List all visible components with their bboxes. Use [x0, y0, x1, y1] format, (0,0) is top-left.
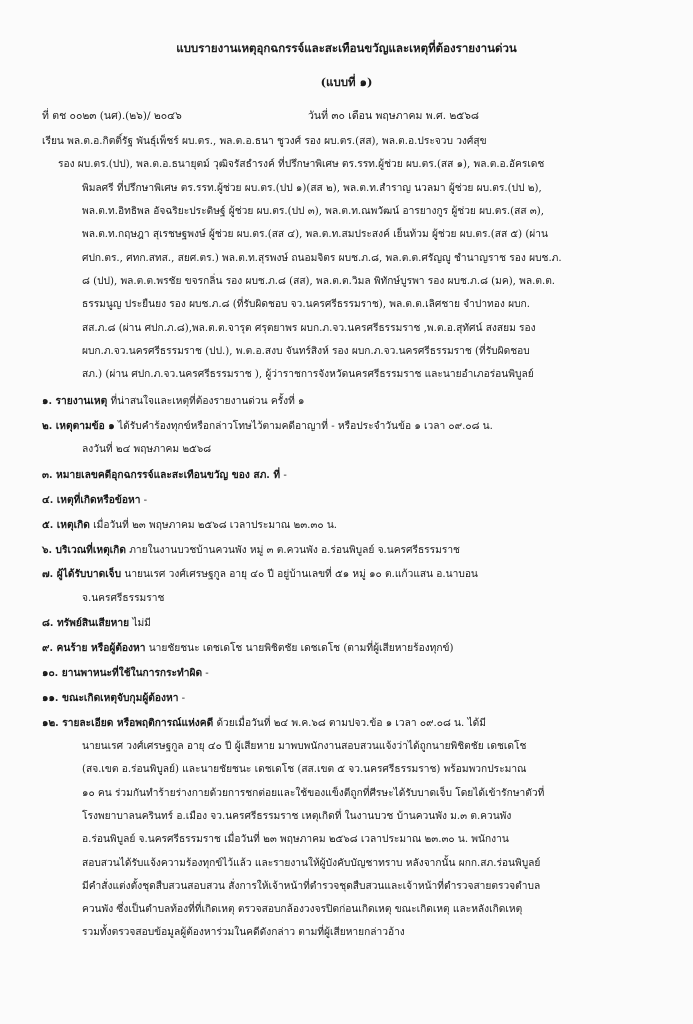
- recipient-line: ธรรมนูญ ประยืนยง รอง ผบช.ภ.๘ (ที่รับผิดชอบ จว.นครศรีธรรมราช), พล.ต.ต.เลิศชาย จำปาทอง ผบก.: [82, 299, 530, 310]
- report-item: [42, 567, 478, 582]
- detail-line: มีคำสั่งแต่งตั้งชุดสืบสวนสอบสวน สั่งการให้เจ้าหน้าที่ตำรวจชุดสืบสวนและเจ้าหน้าที่ตำรวจสายตรวจตำบล: [82, 881, 541, 892]
- recipient-line: สส.ภ.๘ (ผ่าน ศปก.ภ.๘),พล.ต.ต.จารุต ศรุตยาพร ผบก.ภ.จว.นครศรีธรรมราช ,พ.ต.อ.สุทัศน์ สงสยม รอง: [82, 323, 536, 334]
- report-item-label: ๖. บริเวณที่เหตุเกิด: [42, 544, 126, 556]
- recipient-line: รอง ผบ.ตร.(ปป), พล.ต.อ.ธนายุตม์ วุฒิจรัสธำรงค์ ที่ปรึกษาพิเศษ ตร.รรท.ผู้ช่วย ผบ.ตร.(สส ๑), พล.ต.อ.อัครเดช: [58, 159, 545, 170]
- report-item: [42, 666, 209, 681]
- report-item-label: ๑๒. รายละเอียด หรือพฤติการณ์แห่งคดี: [42, 717, 214, 729]
- report-item-value: เมื่อวันที่ ๒๓ พฤษภาคม ๒๕๖๘ เวลาประมาณ ๒๓.๓๐ น.: [89, 520, 338, 531]
- report-item: [82, 442, 211, 457]
- report-item-value: -: [140, 495, 148, 506]
- report-item-label: ๓. หมายเลขคดีอุกฉกรรจ์และสะเทือนขวัญ ของ สภ. ที่: [42, 469, 281, 481]
- report-item-value: -: [178, 693, 186, 704]
- report-item-value: ด้วยเมื่อวันที่ ๒๔ พ.ค.๖๘ ตามปจว.ข้อ ๑ เวลา ๐๙.๐๘ น. ได้มี: [213, 718, 486, 729]
- recipient-line: สภ.) (ผ่าน ศปก.ภ.จว.นครศรีธรรมราช ), ผู้ว่าราชการจังหวัดนครศรีธรรมราช และนายอำเภอร่อนพิบูลย์: [82, 369, 534, 380]
- report-title: แบบรายงานเหตุอุกฉกรรจ์และสะเทือนขวัญและเหตุที่ต้องรายงานด่วน: [176, 41, 517, 55]
- report-item-value: จ.นครศรีธรรมราช: [82, 593, 165, 604]
- report-item-label: ๑๐. ยานพาหนะที่ใช้ในการกระทำผิด: [42, 667, 203, 679]
- report-item-value: ลงวันที่ ๒๔ พฤษภาคม ๒๕๖๘: [82, 444, 212, 455]
- report-item-value: ที่น่าสนใจและเหตุที่ต้องรายงานด่วน ครั้งที่ ๑: [107, 396, 305, 407]
- report-date: วันที่ ๓๐ เดือน พฤษภาคม พ.ศ. ๒๕๖๘: [308, 110, 480, 122]
- report-item-value: ภายในงานบวชบ้านควนพัง หมู่ ๓ ต.ควนพัง อ.ร่อนพิบูลย์ จ.นครศรีธรรมราช: [125, 545, 460, 556]
- report-item: [82, 591, 164, 606]
- recipient-line: ศปก.ตร., ศทก.สทส., สยศ.ตร.) พล.ต.ท.สุรพงษ์ ถนอมจิตร ผบช.ภ.๘, พล.ต.ต.ศรัญญู ชำนาญราช รอง ผบช.ภ.: [82, 253, 562, 264]
- detail-line: ๑๐ คน ร่วมกันทำร้ายร่างกายด้วยการชกต่อยและใช้ของแข็งตีถูกที่ศีรษะได้รับบาดเจ็บ โดยได้เข้ารักษาตัวที่: [82, 788, 545, 799]
- recipient-line: พล.ต.ท.กฤษฎา สุเรชษฐพงษ์ ผู้ช่วย ผบ.ตร.(สส ๔), พล.ต.ท.สมประสงค์ เย็นท้วม ผู้ช่วย ผบ.ตร.(สส ๕) (ผ่าน: [82, 229, 548, 240]
- report-item: [42, 419, 493, 434]
- recipient-line: พิมลศรี ที่ปรึกษาพิเศษ ตร.รรท.ผู้ช่วย ผบ.ตร.(ปป ๑)(สส ๒), พล.ต.ท.สำราญ นวลมา ผู้ช่วย ผบ.ตร.(ปป ๒),: [82, 183, 542, 194]
- report-item-value: นายนเรศ วงศ์เศรษฐกูล อายุ ๔๐ ปี อยู่บ้านเลขที่ ๕๑ หมู่ ๑๐ ต.แก้วแสน อ.นาบอน: [121, 569, 478, 580]
- detail-line: อ.ร่อนพิบูลย์ จ.นครศรีธรรมราช เมื่อวันที่ ๒๓ พฤษภาคม ๒๕๖๘ เวลาประมาณ ๒๓.๓๐ น. พนักงาน: [82, 834, 509, 845]
- report-item: [42, 641, 454, 656]
- report-item: [42, 518, 337, 533]
- report-item: [42, 493, 147, 508]
- reference-number: ที่ ตช ๐๐๒๓ (นศ).(๒๖)/ ๒๐๔๖: [42, 110, 182, 122]
- report-item-value: นายชัยชนะ เดชเดโช นายพิชิตชัย เดชเดโช (ตามที่ผู้เสียหายร้องทุกข์): [145, 643, 454, 654]
- report-item-label: ๗. ผู้ได้รับบาดเจ็บ: [42, 568, 122, 580]
- report-item-value: -: [280, 470, 287, 481]
- recipient-line: พล.ต.ท.อิทธิพล อัจฉริยะประดิษฐ์ ผู้ช่วย ผบ.ตร.(ปป ๓), พล.ต.ท.ณพวัฒน์ อารยางกูร ผู้ช่วย ผบ.ตร.(สส ๓),: [82, 206, 544, 217]
- reference-line: [42, 107, 662, 124]
- report-item-label: ๕. เหตุเกิด: [42, 519, 90, 531]
- report-item: [42, 716, 486, 731]
- report-item-label: ๒. เหตุตามข้อ ๑: [42, 420, 115, 432]
- report-item-value: ได้รับคำร้องทุกข์หรือกล่าวโทษไว้ตามคดีอาญาที่ - หรือประจำวันข้อ ๑ เวลา ๐๙.๐๘ น.: [114, 421, 493, 432]
- recipient-line: เรียน พล.ต.อ.กิตติ์รัฐ พันธุ์เพ็ชร์ ผบ.ตร., พล.ต.อ.ธนา ชูวงศ์ รอง ผบ.ตร.(สส), พล.ต.อ.ประจวบ วงศ์สุข: [42, 136, 487, 147]
- report-item-label: ๘. ทรัพย์สินเสียหาย: [42, 617, 130, 629]
- report-item-value: -: [202, 668, 209, 679]
- report-form-number: (แบบที่ ๑): [320, 75, 373, 89]
- detail-line: รวมทั้งตรวจสอบข้อมูลผู้ต้องหาร่วมในคดีดังกล่าว ตามที่ผู้เสียหายกล่าวอ้าง: [82, 927, 405, 938]
- report-item-label: ๙. คนร้าย หรือผู้ต้องหา: [42, 642, 146, 654]
- report-item: [42, 468, 287, 483]
- report-item-label: ๑. รายงานเหตุ: [42, 395, 108, 407]
- recipient-line: ๘ (ปป), พล.ต.ต.พรชัย ขจรกลิ่น รอง ผบช.ภ.๘ (สส), พล.ต.ต.วิมล พิทักษ์บูรพา รอง ผบช.ภ.๘ (มค), พล.ต.ต.: [82, 276, 556, 287]
- detail-line: นายนเรศ วงศ์เศรษฐกูล อายุ ๔๐ ปี ผู้เสียหาย มาพบพนักงานสอบสวนแจ้งว่าได้ถูกนายพิชิตชัย เดชเดโช: [82, 741, 527, 752]
- report-item-label: ๑๑. ขณะเกิดเหตุจับกุมผู้ต้องหา: [42, 692, 179, 704]
- detail-line: (สจ.เขต อ.ร่อนพิบูลย์) และนายชัยชนะ เดชเดโช (สส.เขต ๕ จว.นครศรีธรรมราช) พร้อมพวกประมาณ: [82, 764, 527, 775]
- report-item: [42, 543, 460, 558]
- report-item-label: ๔. เหตุที่เกิดหรือข้อหา: [42, 494, 141, 506]
- detail-line: โรงพยาบาลนครินทร์ อ.เมือง จว.นครศรีธรรมราช เหตุเกิดที่ ในงานบวช บ้านควนพัง ม.๓ ต.ควนพัง: [82, 811, 512, 822]
- report-item: [42, 691, 185, 706]
- detail-line: สอบสวนได้รับแจ้งความร้องทุกข์ไว้แล้ว และรายงานให้ผู้บังคับบัญชาทราบ หลังจากนั้น ผกก.สภ.ร่อนพิบูลย์: [82, 858, 541, 869]
- report-item-value: ไม่มี: [129, 618, 151, 629]
- recipient-line: ผบก.ภ.จว.นครศรีธรรมราช (ปป.), พ.ต.อ.สงบ จันทร์สิงห์ รอง ผบก.ภ.จว.นครศรีธรรมราช (ที่รับผิดชอบ: [82, 346, 530, 357]
- detail-line: ควนพัง ซึ่งเป็นตำบลท้องที่ที่เกิดเหตุ ตรวจสอบกล้องวงจรปิดก่อนเกิดเหตุ ขณะเกิดเหตุ และหลังเกิดเหตุ: [82, 904, 523, 915]
- report-item: [42, 394, 305, 409]
- report-item: [42, 616, 151, 631]
